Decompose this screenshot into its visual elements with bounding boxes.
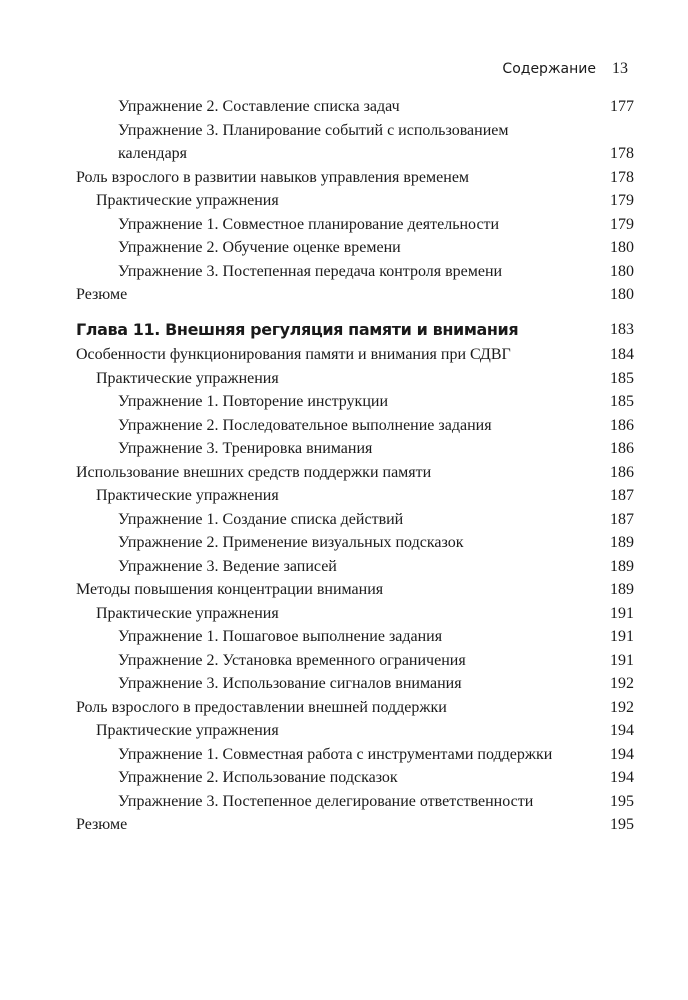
- toc-entry-page: 187: [610, 510, 634, 528]
- toc-entry-title: Роль взрослого в развитии навыков управления временем: [76, 168, 470, 186]
- toc-entry-title: Упражнение 3. Постепенное делегирование ответственности: [118, 792, 534, 810]
- toc-entry-title: Упражнение 1. Повторение инструкции: [118, 393, 389, 410]
- toc-entry-page: 189: [610, 581, 634, 598]
- toc-entry-title: Практические упражнения: [96, 487, 279, 504]
- toc-entry-title: Упражнение 2. Последовательное выполнение задания: [118, 416, 492, 434]
- toc-entry: [76, 696, 634, 720]
- toc-entry-title: Резюме: [76, 286, 128, 303]
- toc-entry: [76, 414, 634, 438]
- toc-chapter-entry: [76, 318, 634, 342]
- toc-entry-title: Практические упражнения: [96, 722, 279, 739]
- toc-entry-page: 189: [610, 557, 634, 575]
- toc-entry-title: Упражнение 3. Использование сигналов внимания: [118, 675, 462, 692]
- toc-entry: [76, 390, 634, 414]
- toc-entry: [76, 437, 634, 461]
- toc-entry: [76, 813, 634, 837]
- toc-entry-title: Упражнение 1. Совместная работа с инструментами поддержки: [118, 745, 553, 763]
- toc-entry-title: Упражнение 2. Составление списка задач: [118, 98, 400, 115]
- toc-entry-page: 186: [610, 416, 634, 434]
- running-header: [502, 60, 628, 78]
- toc-entry: [76, 95, 634, 119]
- toc-entry-page: 191: [610, 628, 634, 645]
- toc-entry-title: Особенности функционирования памяти и внимания при СДВГ: [76, 346, 511, 363]
- toc-entry-title: Упражнение 3. Планирование событий с использованием календаря: [118, 121, 509, 162]
- toc-entry: [76, 672, 634, 696]
- toc-entry-title: Практические упражнения: [96, 192, 279, 209]
- toc-entry: [76, 260, 634, 284]
- toc-entry-title: Глава 11. Внешняя регуляция памяти и внимания: [76, 319, 519, 339]
- toc-entry-title: Использование внешних средств поддержки памяти: [76, 463, 432, 481]
- toc-entry: [76, 508, 634, 532]
- table-of-contents: [76, 95, 634, 837]
- toc-entry-page: 184: [610, 346, 634, 363]
- toc-entry-title: Упражнение 1. Создание списка действий: [118, 510, 404, 528]
- toc-entry: [76, 578, 634, 602]
- toc-entry-page: 186: [610, 440, 634, 457]
- toc-entry-page: 192: [610, 698, 634, 716]
- toc-entry-page: 191: [610, 604, 634, 622]
- toc-entry: [76, 625, 634, 649]
- toc-entry: [76, 461, 634, 485]
- toc-entry: [76, 719, 634, 743]
- toc-entry-page: 191: [610, 651, 634, 669]
- toc-entry-page: 185: [610, 369, 634, 387]
- toc-entry-title: Практические упражнения: [96, 604, 279, 622]
- toc-entry: [76, 484, 634, 508]
- toc-entry: [76, 602, 634, 626]
- toc-entry-page: 194: [610, 769, 634, 786]
- toc-entry: [76, 213, 634, 237]
- toc-entry-title: Упражнение 2. Применение визуальных подсказок: [118, 534, 464, 551]
- toc-entry: [76, 166, 634, 190]
- toc-entry-page: 177: [610, 98, 634, 115]
- toc-entry: [76, 367, 634, 391]
- toc-entry: [76, 649, 634, 673]
- section-title: Содержание: [502, 61, 596, 77]
- toc-entry-page: 179: [610, 215, 634, 233]
- toc-entry-page: 180: [610, 286, 634, 303]
- toc-entry-page: 179: [610, 192, 634, 209]
- toc-entry: [76, 531, 634, 555]
- toc-entry-title: Упражнение 1. Совместное планирование деятельности: [118, 215, 500, 233]
- toc-entry-page: 192: [610, 675, 634, 692]
- toc-entry-title: Упражнение 3. Ведение записей: [118, 557, 337, 575]
- toc-entry: [76, 790, 634, 814]
- toc-entry-page: 187: [610, 487, 634, 504]
- toc-entry: [76, 343, 634, 367]
- toc-entry: [76, 555, 634, 579]
- toc-entry-title: Упражнение 3. Постепенная передача контроля времени: [118, 262, 503, 280]
- toc-entry-page: 194: [610, 722, 634, 739]
- toc-entry: [76, 743, 634, 767]
- toc-entry: [76, 119, 634, 166]
- toc-entry-page: 195: [610, 816, 634, 833]
- toc-entry-title: Упражнение 2. Установка временного ограничения: [118, 651, 466, 669]
- toc-entry-title: Упражнение 1. Пошаговое выполнение задания: [118, 628, 443, 645]
- toc-entry-page: 178: [610, 168, 634, 186]
- page-number: 13: [612, 60, 628, 77]
- toc-entry-title: Упражнение 2. Использование подсказок: [118, 769, 398, 786]
- toc-entry-page: 178: [610, 145, 634, 162]
- toc-entry-page: 195: [610, 792, 634, 810]
- toc-entry: [76, 236, 634, 260]
- toc-entry-title: Методы повышения концентрации внимания: [76, 581, 384, 598]
- toc-entry: [76, 283, 634, 307]
- toc-entry-page: 189: [610, 534, 634, 551]
- toc-entry-page: 185: [610, 393, 634, 410]
- toc-entry-title: Практические упражнения: [96, 369, 279, 387]
- toc-entry-title: Упражнение 3. Тренировка внимания: [118, 440, 373, 457]
- toc-entry-page: 186: [610, 463, 634, 481]
- toc-entry: [76, 189, 634, 213]
- toc-entry-page: 180: [610, 262, 634, 280]
- toc-entry-page: 183: [610, 320, 634, 338]
- toc-entry: [76, 766, 634, 790]
- toc-entry-page: 180: [610, 239, 634, 256]
- toc-entry-title: Резюме: [76, 816, 128, 833]
- toc-entry-title: Роль взрослого в предоставлении внешней поддержки: [76, 698, 447, 716]
- toc-entry-page: 194: [610, 745, 634, 763]
- toc-entry-title: Упражнение 2. Обучение оценке времени: [118, 239, 401, 256]
